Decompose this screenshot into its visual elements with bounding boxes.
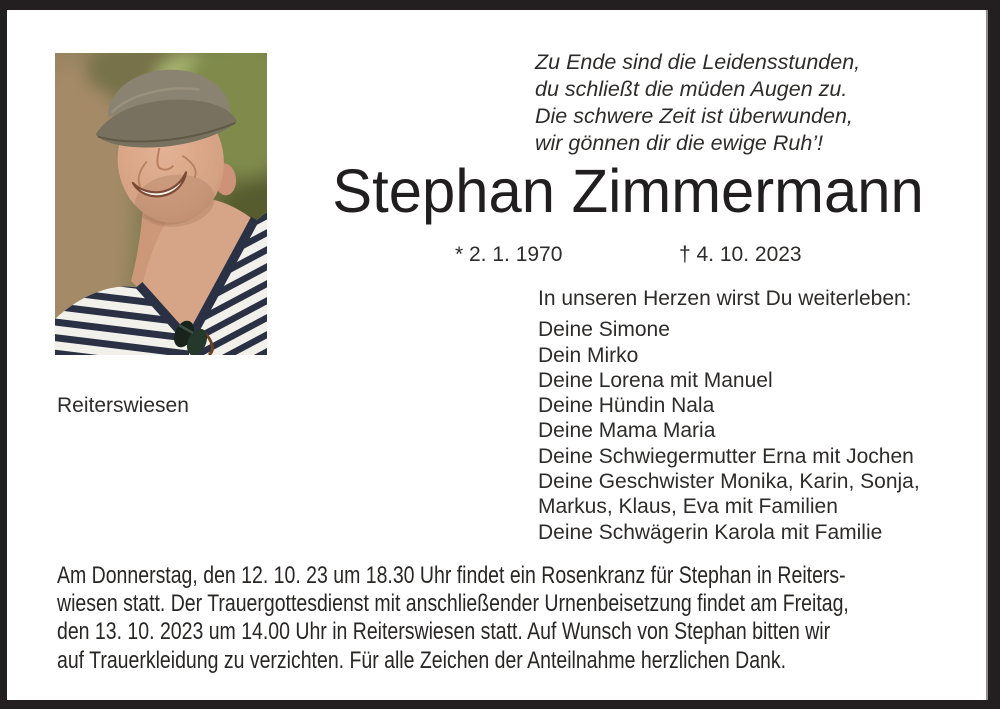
memorial-verse bbox=[535, 49, 860, 157]
remembrance-heading: In unseren Herzen wirst Du weiterleben: bbox=[538, 287, 912, 310]
mourner-line: Deine Geschwister Monika, Karin, Sonja, bbox=[538, 470, 920, 494]
portrait-photo bbox=[55, 53, 267, 355]
mourner-line: Deine Mama Maria bbox=[538, 419, 716, 443]
mourner-line: Deine Schwiegermutter Erna mit Jochen bbox=[538, 444, 914, 468]
birth-date: * 2. 1. 1970 bbox=[455, 243, 563, 266]
death-date: † 4. 10. 2023 bbox=[679, 243, 802, 266]
funeral-line: wiesen statt. Der Trauergottesdienst mit anschließender Urnenbeisetzung findet am Freitag, bbox=[57, 590, 849, 618]
verse-line: Zu Ende sind die Leidensstunden, bbox=[535, 50, 861, 74]
mourner-line: Dein Mirko bbox=[538, 343, 639, 367]
mourner-line: Deine Schwägerin Karola mit Familie bbox=[538, 520, 883, 544]
mourner-line: Deine Simone bbox=[538, 318, 670, 342]
verse-line: wir gönnen dir die ewige Ruh’! bbox=[535, 131, 824, 155]
place-label: Reiterswiesen bbox=[57, 394, 189, 417]
funeral-notice bbox=[57, 562, 952, 675]
funeral-line: den 13. 10. 2023 um 14.00 Uhr in Reiterswiesen statt. Auf Wunsch von Stephan bitten wir bbox=[57, 618, 831, 646]
deceased-name: Stephan Zimmermann bbox=[332, 157, 924, 225]
mourners-section bbox=[538, 286, 920, 545]
funeral-line: auf Trauerkleidung zu verzichten. Für alle Zeichen der Anteilnahme herzlichen Dank. bbox=[57, 646, 787, 674]
mourner-line: Deine Lorena mit Manuel bbox=[538, 368, 773, 392]
obituary-sheet bbox=[7, 10, 988, 700]
verse-line: du schließt die müden Augen zu. bbox=[535, 77, 848, 101]
mourner-line: Markus, Klaus, Eva mit Familien bbox=[538, 495, 838, 519]
verse-line: Die schwere Zeit ist überwunden, bbox=[535, 104, 853, 128]
mourners-list bbox=[538, 317, 920, 545]
funeral-line: Am Donnerstag, den 12. 10. 23 um 18.30 Uhr findet ein Rosenkranz für Stephan in Reiters- bbox=[57, 562, 846, 589]
portrait-photo-art bbox=[55, 53, 267, 355]
mourner-line: Deine Hündin Nala bbox=[538, 394, 715, 418]
